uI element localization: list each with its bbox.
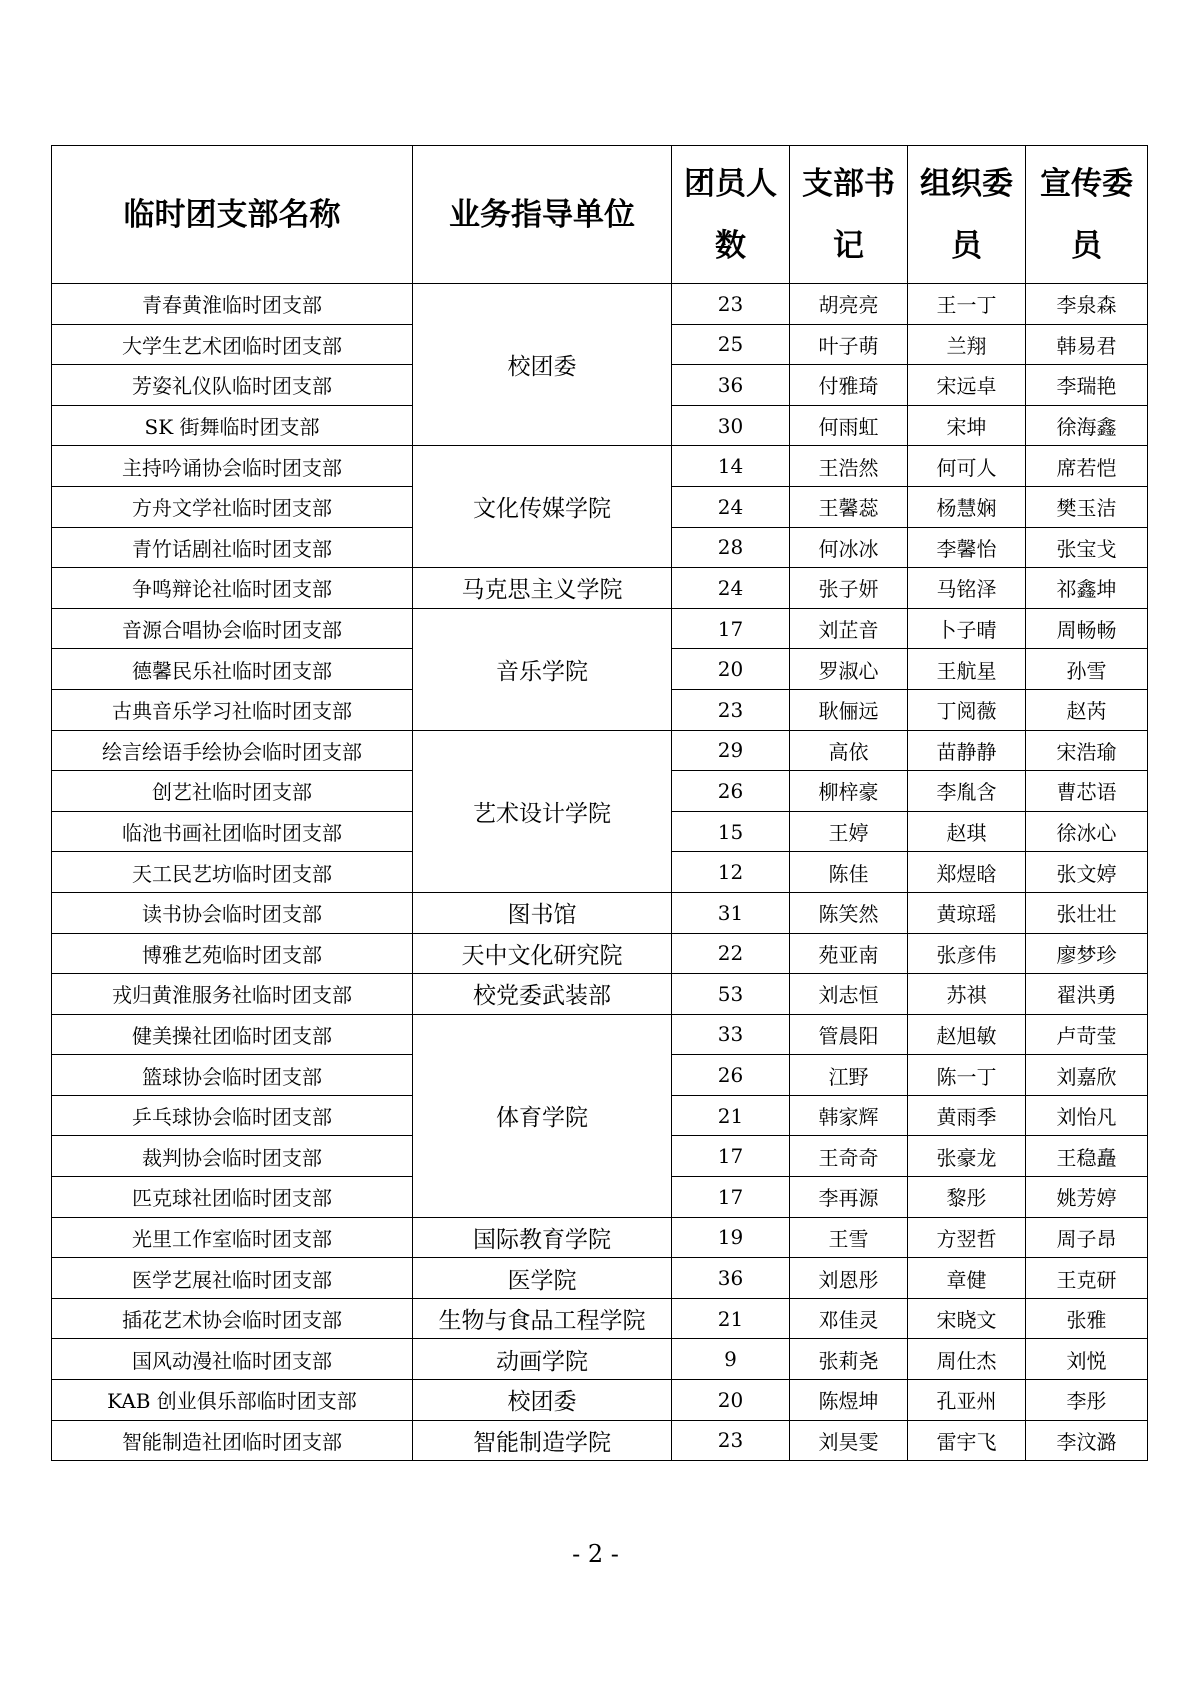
branch-name-cell: 健美操社团临时团支部 [52,1014,413,1055]
secretary-cell: 王浩然 [790,446,908,487]
member-count-cell: 36 [672,1258,790,1299]
propaganda-cell: 姚芳婷 [1026,1177,1148,1218]
table-row [52,730,1148,771]
branch-name-cell: 裁判协会临时团支部 [52,1136,413,1177]
propaganda-cell: 翟洪勇 [1026,974,1148,1015]
branch-name-cell: SK 街舞临时团支部 [52,405,413,446]
header-branch-secretary: 支部书记 [790,146,908,284]
propaganda-cell: 卢苛莹 [1026,1014,1148,1055]
organizer-cell: 黄琼瑶 [908,892,1026,933]
organizer-cell: 宋晓文 [908,1298,1026,1339]
branch-name-cell: 音源合唱协会临时团支部 [52,608,413,649]
member-count-cell: 23 [672,1420,790,1461]
branch-name-cell: 方舟文学社临时团支部 [52,486,413,527]
branch-name-cell: 主持吟诵协会临时团支部 [52,446,413,487]
member-count-cell: 29 [672,730,790,771]
member-count-cell: 19 [672,1217,790,1258]
member-count-cell: 17 [672,1177,790,1218]
propaganda-cell: 李汶潞 [1026,1420,1148,1461]
secretary-cell: 王奇奇 [790,1136,908,1177]
table-row [52,1380,1148,1421]
secretary-cell: 刘芷音 [790,608,908,649]
propaganda-cell: 张雅 [1026,1298,1148,1339]
branch-name-cell: 博雅艺苑临时团支部 [52,933,413,974]
table-row [52,1339,1148,1380]
member-count-cell: 28 [672,527,790,568]
organizer-cell: 黄雨季 [908,1095,1026,1136]
propaganda-cell: 赵芮 [1026,689,1148,730]
propaganda-cell: 徐海鑫 [1026,405,1148,446]
guidance-unit-cell: 校团委 [413,1380,672,1421]
member-count-cell: 15 [672,811,790,852]
guidance-unit-cell: 文化传媒学院 [413,446,672,568]
member-count-cell: 24 [672,568,790,609]
page-number: - 2 - [572,1540,619,1568]
branch-name-cell: 临池书画社团临时团支部 [52,811,413,852]
organizer-cell: 杨慧娴 [908,486,1026,527]
propaganda-cell: 张壮壮 [1026,892,1148,933]
organizer-cell: 兰翔 [908,324,1026,365]
organizer-cell: 李馨怡 [908,527,1026,568]
propaganda-cell: 祁鑫坤 [1026,568,1148,609]
member-count-cell: 21 [672,1298,790,1339]
branch-name-cell: 匹克球社团临时团支部 [52,1177,413,1218]
member-count-cell: 17 [672,608,790,649]
organizer-cell: 王一丁 [908,284,1026,325]
member-count-cell: 24 [672,486,790,527]
organizer-cell: 方翌哲 [908,1217,1026,1258]
secretary-cell: 刘恩彤 [790,1258,908,1299]
organizer-cell: 张豪龙 [908,1136,1026,1177]
member-count-cell: 22 [672,933,790,974]
header-row [52,146,1148,284]
propaganda-cell: 宋浩瑜 [1026,730,1148,771]
branch-name-cell: 读书协会临时团支部 [52,892,413,933]
secretary-cell: 江野 [790,1055,908,1096]
propaganda-cell: 李泉森 [1026,284,1148,325]
table-row [52,1014,1148,1055]
table-row [52,1217,1148,1258]
secretary-cell: 王馨蕊 [790,486,908,527]
secretary-cell: 刘昊雯 [790,1420,908,1461]
secretary-cell: 柳梓豪 [790,771,908,812]
branch-name-cell: 智能制造社团临时团支部 [52,1420,413,1461]
table-row [52,446,1148,487]
branch-name-cell: 德馨民乐社临时团支部 [52,649,413,690]
propaganda-cell: 樊玉洁 [1026,486,1148,527]
guidance-unit-cell: 医学院 [413,1258,672,1299]
member-count-cell: 25 [672,324,790,365]
member-count-cell: 23 [672,284,790,325]
secretary-cell: 何冰冰 [790,527,908,568]
organizer-cell: 郑煜晗 [908,852,1026,893]
header-organization-member: 组织委员 [908,146,1026,284]
propaganda-cell: 刘悦 [1026,1339,1148,1380]
header-member-count: 团员人数 [672,146,790,284]
branch-name-cell: 创艺社临时团支部 [52,771,413,812]
branch-name-cell: 篮球协会临时团支部 [52,1055,413,1096]
organizer-cell: 雷宇飞 [908,1420,1026,1461]
organizer-cell: 黎彤 [908,1177,1026,1218]
member-count-cell: 20 [672,649,790,690]
secretary-cell: 刘志恒 [790,974,908,1015]
secretary-cell: 叶子萌 [790,324,908,365]
propaganda-cell: 张文婷 [1026,852,1148,893]
member-count-cell: 17 [672,1136,790,1177]
header-guidance-unit: 业务指导单位 [413,146,672,284]
table-row [52,608,1148,649]
table-row [52,933,1148,974]
branch-name-cell: 大学生艺术团临时团支部 [52,324,413,365]
member-count-cell: 20 [672,1380,790,1421]
guidance-unit-cell: 图书馆 [413,892,672,933]
secretary-cell: 张莉尧 [790,1339,908,1380]
header-branch-name: 临时团支部名称 [52,146,413,284]
branch-name-cell: 戎归黄淮服务社临时团支部 [52,974,413,1015]
guidance-unit-cell: 动画学院 [413,1339,672,1380]
table-row [52,1420,1148,1461]
propaganda-cell: 周畅畅 [1026,608,1148,649]
organizer-cell: 周仕杰 [908,1339,1026,1380]
secretary-cell: 何雨虹 [790,405,908,446]
propaganda-cell: 周子昂 [1026,1217,1148,1258]
propaganda-cell: 刘嘉欣 [1026,1055,1148,1096]
branch-name-cell: 芳姿礼仪队临时团支部 [52,365,413,406]
secretary-cell: 李再源 [790,1177,908,1218]
secretary-cell: 管晨阳 [790,1014,908,1055]
table-row [52,974,1148,1015]
branch-name-cell: 光里工作室临时团支部 [52,1217,413,1258]
secretary-cell: 陈煜坤 [790,1380,908,1421]
branch-name-cell: 插花艺术协会临时团支部 [52,1298,413,1339]
branch-name-cell: 国风动漫社临时团支部 [52,1339,413,1380]
organizer-cell: 孔亚州 [908,1380,1026,1421]
secretary-cell: 耿俪远 [790,689,908,730]
member-count-cell: 12 [672,852,790,893]
secretary-cell: 张子妍 [790,568,908,609]
guidance-unit-cell: 国际教育学院 [413,1217,672,1258]
guidance-unit-cell: 校团委 [413,284,672,446]
branch-name-cell: 青春黄淮临时团支部 [52,284,413,325]
propaganda-cell: 曹芯语 [1026,771,1148,812]
organizer-cell: 章健 [908,1258,1026,1299]
guidance-unit-cell: 天中文化研究院 [413,933,672,974]
member-count-cell: 21 [672,1095,790,1136]
propaganda-cell: 李瑞艳 [1026,365,1148,406]
secretary-cell: 付雅琦 [790,365,908,406]
secretary-cell: 胡亮亮 [790,284,908,325]
propaganda-cell: 席若恺 [1026,446,1148,487]
member-count-cell: 23 [672,689,790,730]
table-row [52,568,1148,609]
table-body [52,284,1148,1461]
organizer-cell: 李胤含 [908,771,1026,812]
member-count-cell: 30 [672,405,790,446]
member-count-cell: 9 [672,1339,790,1380]
organizer-cell: 赵琪 [908,811,1026,852]
propaganda-cell: 徐冰心 [1026,811,1148,852]
member-count-cell: 36 [672,365,790,406]
propaganda-cell: 王稳矗 [1026,1136,1148,1177]
propaganda-cell: 韩易君 [1026,324,1148,365]
branch-name-cell: 医学艺展社临时团支部 [52,1258,413,1299]
header-propaganda-member: 宣传委员 [1026,146,1148,284]
guidance-unit-cell: 智能制造学院 [413,1420,672,1461]
secretary-cell: 高依 [790,730,908,771]
guidance-unit-cell: 体育学院 [413,1014,672,1217]
guidance-unit-cell: 马克思主义学院 [413,568,672,609]
organizer-cell: 宋坤 [908,405,1026,446]
organizer-cell: 苗静静 [908,730,1026,771]
member-count-cell: 26 [672,771,790,812]
member-count-cell: 53 [672,974,790,1015]
secretary-cell: 陈笑然 [790,892,908,933]
guidance-unit-cell: 校党委武装部 [413,974,672,1015]
branch-name-cell: 乒乓球协会临时团支部 [52,1095,413,1136]
organizer-cell: 何可人 [908,446,1026,487]
organizer-cell: 赵旭敏 [908,1014,1026,1055]
secretary-cell: 韩家辉 [790,1095,908,1136]
branch-name-cell: KAB 创业俱乐部临时团支部 [52,1380,413,1421]
propaganda-cell: 刘怡凡 [1026,1095,1148,1136]
propaganda-cell: 孙雪 [1026,649,1148,690]
organizer-cell: 张彦伟 [908,933,1026,974]
organizer-cell: 宋远卓 [908,365,1026,406]
branch-name-cell: 绘言绘语手绘协会临时团支部 [52,730,413,771]
table-row [52,892,1148,933]
organizer-cell: 苏祺 [908,974,1026,1015]
branch-name-cell: 古典音乐学习社临时团支部 [52,689,413,730]
propaganda-cell: 廖梦珍 [1026,933,1148,974]
organizer-cell: 陈一丁 [908,1055,1026,1096]
organizer-cell: 卜子晴 [908,608,1026,649]
organizer-cell: 马铭泽 [908,568,1026,609]
table-row [52,284,1148,325]
branch-name-cell: 争鸣辩论社临时团支部 [52,568,413,609]
guidance-unit-cell: 音乐学院 [413,608,672,730]
organizer-cell: 丁阅薇 [908,689,1026,730]
member-count-cell: 33 [672,1014,790,1055]
propaganda-cell: 王克研 [1026,1258,1148,1299]
branch-name-cell: 天工民艺坊临时团支部 [52,852,413,893]
member-count-cell: 31 [672,892,790,933]
table-row [52,1258,1148,1299]
guidance-unit-cell: 艺术设计学院 [413,730,672,892]
secretary-cell: 罗淑心 [790,649,908,690]
propaganda-cell: 李彤 [1026,1380,1148,1421]
member-count-cell: 26 [672,1055,790,1096]
secretary-cell: 王婷 [790,811,908,852]
secretary-cell: 陈佳 [790,852,908,893]
member-count-cell: 14 [672,446,790,487]
guidance-unit-cell: 生物与食品工程学院 [413,1298,672,1339]
secretary-cell: 邓佳灵 [790,1298,908,1339]
propaganda-cell: 张宝戈 [1026,527,1148,568]
branch-table [51,145,1148,1461]
table-row [52,1298,1148,1339]
organizer-cell: 王航星 [908,649,1026,690]
secretary-cell: 苑亚南 [790,933,908,974]
secretary-cell: 王雪 [790,1217,908,1258]
branch-name-cell: 青竹话剧社临时团支部 [52,527,413,568]
